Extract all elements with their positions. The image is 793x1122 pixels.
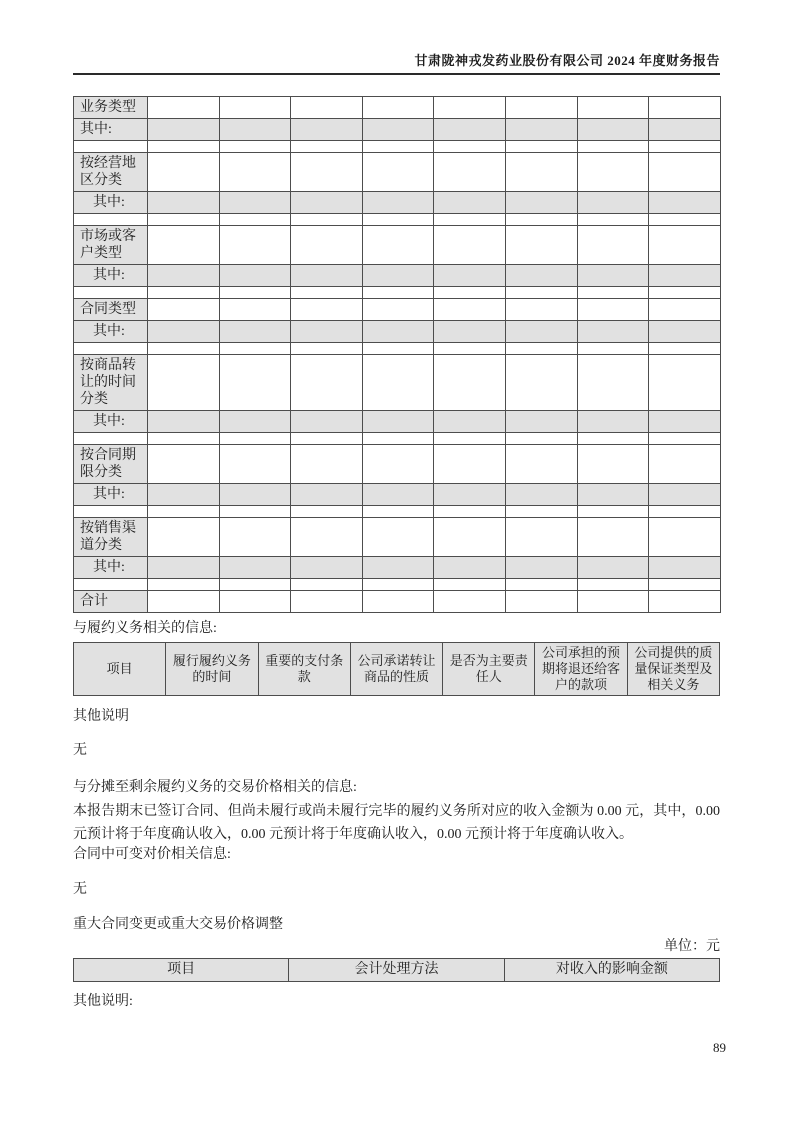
revenue-table-row — [74, 557, 721, 579]
revenue-cell — [577, 119, 649, 141]
revenue-cell — [649, 299, 721, 321]
revenue-cell — [434, 153, 506, 192]
revenue-cell — [219, 214, 291, 226]
revenue-cell — [505, 226, 577, 265]
revenue-row-label: 市场或客户类型 — [74, 226, 148, 265]
revenue-cell — [148, 579, 220, 591]
revenue-cell — [362, 411, 434, 433]
revenue-cell — [362, 343, 434, 355]
revenue-cell — [219, 433, 291, 445]
obligation-header-cell: 重要的支付条款 — [258, 643, 350, 696]
revenue-cell — [219, 141, 291, 153]
revenue-cell — [219, 484, 291, 506]
revenue-cell — [434, 97, 506, 119]
revenue-cell — [148, 355, 220, 411]
revenue-cell — [505, 214, 577, 226]
revenue-row-label — [74, 433, 148, 445]
revenue-cell — [577, 591, 649, 613]
revenue-cell — [505, 287, 577, 299]
revenue-cell — [291, 445, 363, 484]
revenue-cell — [148, 226, 220, 265]
revenue-cell — [362, 506, 434, 518]
obligation-header-cell: 是否为主要责任人 — [443, 643, 535, 696]
revenue-row-label — [74, 506, 148, 518]
revenue-cell — [362, 119, 434, 141]
revenue-cell — [291, 226, 363, 265]
revenue-cell — [649, 343, 721, 355]
revenue-row-label: 按合同期限分类 — [74, 445, 148, 484]
revenue-cell — [577, 506, 649, 518]
revenue-cell — [434, 518, 506, 557]
revenue-cell — [505, 506, 577, 518]
revenue-cell — [148, 119, 220, 141]
revenue-cell — [577, 411, 649, 433]
revenue-table-row — [74, 119, 721, 141]
revenue-table-row — [74, 299, 721, 321]
revenue-cell — [434, 141, 506, 153]
obligation-header-cell: 履行履约义务的时间 — [166, 643, 258, 696]
remaining-obligation-paragraph: 本报告期末已签订合同、但尚未履行或尚未履行完毕的履约义务所对应的收入金额为 0.00 元，其中，0.00 元预计将于年度确认收入，0.00 元预计将于年度确认收入，0.00 元预计将于年度确认收入。 — [73, 804, 720, 842]
revenue-cell — [148, 153, 220, 192]
revenue-row-label: 其中: — [74, 265, 148, 287]
revenue-cell — [148, 433, 220, 445]
revenue-cell — [148, 192, 220, 214]
revenue-cell — [362, 355, 434, 411]
revenue-cell — [362, 97, 434, 119]
revenue-table-row — [74, 433, 721, 445]
revenue-cell — [219, 343, 291, 355]
revenue-cell — [505, 321, 577, 343]
revenue-cell — [148, 214, 220, 226]
revenue-cell — [649, 287, 721, 299]
revenue-cell — [219, 321, 291, 343]
none-text-2: 无 — [73, 882, 87, 897]
revenue-table-row — [74, 343, 721, 355]
revenue-cell — [148, 141, 220, 153]
revenue-cell — [219, 411, 291, 433]
revenue-cell — [649, 214, 721, 226]
revenue-cell — [219, 591, 291, 613]
obligation-header-cell: 公司提供的质量保证类型及相关义务 — [627, 643, 719, 696]
revenue-cell — [291, 265, 363, 287]
revenue-cell — [577, 153, 649, 192]
revenue-cell — [148, 299, 220, 321]
revenue-cell — [291, 506, 363, 518]
revenue-cell — [291, 299, 363, 321]
revenue-cell — [434, 591, 506, 613]
revenue-cell — [649, 321, 721, 343]
revenue-cell — [148, 287, 220, 299]
revenue-cell — [577, 321, 649, 343]
revenue-cell — [219, 226, 291, 265]
revenue-cell — [505, 355, 577, 411]
revenue-cell — [148, 343, 220, 355]
revenue-table-row — [74, 141, 721, 153]
revenue-cell — [362, 518, 434, 557]
revenue-cell — [291, 321, 363, 343]
revenue-cell — [362, 321, 434, 343]
revenue-row-label: 其中: — [74, 557, 148, 579]
revenue-cell — [505, 557, 577, 579]
revenue-cell — [649, 506, 721, 518]
revenue-cell — [291, 579, 363, 591]
revenue-cell — [434, 411, 506, 433]
adjustment-header-cell: 项目 — [74, 959, 289, 982]
revenue-cell — [434, 484, 506, 506]
revenue-cell — [362, 557, 434, 579]
revenue-table-row — [74, 97, 721, 119]
revenue-cell — [505, 141, 577, 153]
revenue-cell — [362, 299, 434, 321]
revenue-cell — [148, 484, 220, 506]
revenue-table-row — [74, 355, 721, 411]
revenue-table-row — [74, 153, 721, 192]
revenue-cell — [649, 265, 721, 287]
revenue-cell — [219, 97, 291, 119]
revenue-cell — [291, 97, 363, 119]
revenue-row-label — [74, 141, 148, 153]
revenue-cell — [362, 484, 434, 506]
revenue-cell — [577, 192, 649, 214]
revenue-cell — [649, 97, 721, 119]
revenue-cell — [505, 484, 577, 506]
revenue-cell — [362, 214, 434, 226]
revenue-cell — [148, 557, 220, 579]
revenue-cell — [291, 141, 363, 153]
revenue-cell — [649, 141, 721, 153]
revenue-cell — [148, 411, 220, 433]
revenue-cell — [148, 518, 220, 557]
revenue-cell — [291, 287, 363, 299]
revenue-row-label: 其中: — [74, 411, 148, 433]
revenue-cell — [649, 119, 721, 141]
obligation-header-cell: 公司承担的预期将退还给客户的款项 — [535, 643, 627, 696]
revenue-row-label: 合同类型 — [74, 299, 148, 321]
revenue-cell — [649, 557, 721, 579]
revenue-cell — [577, 557, 649, 579]
revenue-cell — [148, 97, 220, 119]
revenue-cell — [219, 192, 291, 214]
revenue-cell — [434, 265, 506, 287]
revenue-row-label: 其中: — [74, 119, 148, 141]
other-note-label: 其他说明 — [73, 709, 129, 724]
revenue-cell — [505, 192, 577, 214]
revenue-classification-table — [73, 96, 721, 613]
revenue-cell — [291, 518, 363, 557]
revenue-cell — [362, 265, 434, 287]
revenue-row-label: 其中: — [74, 484, 148, 506]
revenue-cell — [291, 433, 363, 445]
revenue-cell — [505, 433, 577, 445]
revenue-cell — [362, 579, 434, 591]
revenue-table-row — [74, 214, 721, 226]
variable-consideration-title: 合同中可变对价相关信息: — [73, 847, 231, 862]
revenue-cell — [505, 119, 577, 141]
revenue-cell — [577, 265, 649, 287]
revenue-cell — [219, 518, 291, 557]
revenue-cell — [505, 97, 577, 119]
revenue-cell — [291, 119, 363, 141]
obligation-header-cell: 公司承诺转让商品的性质 — [350, 643, 442, 696]
revenue-cell — [434, 214, 506, 226]
revenue-cell — [291, 153, 363, 192]
revenue-cell — [577, 343, 649, 355]
revenue-cell — [219, 355, 291, 411]
revenue-cell — [505, 343, 577, 355]
adjustment-table — [73, 958, 720, 982]
revenue-cell — [291, 192, 363, 214]
revenue-table-row — [74, 321, 721, 343]
revenue-cell — [505, 411, 577, 433]
revenue-cell — [434, 287, 506, 299]
revenue-table-row — [74, 192, 721, 214]
revenue-cell — [577, 97, 649, 119]
revenue-table-row — [74, 579, 721, 591]
revenue-row-label — [74, 343, 148, 355]
revenue-cell — [649, 579, 721, 591]
revenue-cell — [362, 445, 434, 484]
revenue-cell — [577, 579, 649, 591]
page-number: 89 — [713, 1040, 726, 1055]
revenue-cell — [505, 518, 577, 557]
revenue-cell — [434, 119, 506, 141]
revenue-cell — [577, 484, 649, 506]
revenue-cell — [362, 192, 434, 214]
revenue-cell — [219, 153, 291, 192]
revenue-cell — [505, 591, 577, 613]
revenue-row-label: 按商品转让的时间分类 — [74, 355, 148, 411]
revenue-row-label: 业务类型 — [74, 97, 148, 119]
revenue-table-row — [74, 287, 721, 299]
revenue-cell — [148, 591, 220, 613]
revenue-cell — [148, 506, 220, 518]
revenue-cell — [362, 153, 434, 192]
revenue-cell — [434, 355, 506, 411]
revenue-cell — [291, 557, 363, 579]
revenue-table-row — [74, 506, 721, 518]
revenue-cell — [434, 433, 506, 445]
obligation-header-row — [74, 643, 720, 696]
obligation-table — [73, 642, 720, 696]
revenue-cell — [649, 153, 721, 192]
revenue-row-label: 其中: — [74, 192, 148, 214]
revenue-cell — [434, 299, 506, 321]
revenue-cell — [219, 265, 291, 287]
revenue-table-body — [74, 97, 721, 613]
revenue-cell — [577, 299, 649, 321]
revenue-cell — [434, 321, 506, 343]
revenue-cell — [362, 141, 434, 153]
revenue-cell — [291, 214, 363, 226]
document-header-title: 甘肃陇神戎发药业股份有限公司 2024 年度财务报告 — [73, 53, 720, 75]
adjustment-header-cell: 对收入的影响金额 — [504, 959, 719, 982]
revenue-cell — [148, 445, 220, 484]
revenue-table-row — [74, 518, 721, 557]
revenue-cell — [649, 484, 721, 506]
revenue-row-label: 合计 — [74, 591, 148, 613]
major-adjustment-title: 重大合同变更或重大交易价格调整 — [73, 917, 283, 932]
revenue-cell — [291, 591, 363, 613]
revenue-cell — [362, 226, 434, 265]
adjustment-header-cell: 会计处理方法 — [289, 959, 504, 982]
revenue-row-label: 其中: — [74, 321, 148, 343]
revenue-cell — [362, 591, 434, 613]
revenue-cell — [362, 287, 434, 299]
revenue-row-label — [74, 579, 148, 591]
revenue-cell — [649, 445, 721, 484]
revenue-cell — [649, 226, 721, 265]
revenue-cell — [649, 433, 721, 445]
revenue-cell — [649, 355, 721, 411]
revenue-cell — [577, 141, 649, 153]
revenue-cell — [148, 265, 220, 287]
revenue-cell — [291, 355, 363, 411]
revenue-row-label — [74, 214, 148, 226]
remaining-obligation-title: 与分摊至剩余履约义务的交易价格相关的信息: — [73, 780, 357, 795]
revenue-cell — [577, 433, 649, 445]
revenue-cell — [434, 445, 506, 484]
revenue-cell — [362, 433, 434, 445]
revenue-cell — [148, 321, 220, 343]
revenue-cell — [577, 214, 649, 226]
revenue-cell — [219, 557, 291, 579]
none-text-1: 无 — [73, 743, 87, 758]
unit-label: 单位：元 — [664, 939, 720, 954]
revenue-cell — [649, 591, 721, 613]
revenue-cell — [505, 265, 577, 287]
revenue-cell — [649, 192, 721, 214]
revenue-cell — [505, 579, 577, 591]
revenue-cell — [577, 518, 649, 557]
revenue-row-label: 按经营地区分类 — [74, 153, 148, 192]
revenue-cell — [577, 287, 649, 299]
revenue-cell — [219, 299, 291, 321]
revenue-table-row — [74, 411, 721, 433]
revenue-cell — [434, 557, 506, 579]
revenue-cell — [434, 579, 506, 591]
revenue-table-row — [74, 484, 721, 506]
revenue-cell — [649, 411, 721, 433]
revenue-cell — [219, 445, 291, 484]
revenue-cell — [577, 445, 649, 484]
revenue-cell — [291, 484, 363, 506]
revenue-cell — [505, 299, 577, 321]
revenue-cell — [219, 119, 291, 141]
revenue-cell — [505, 153, 577, 192]
revenue-table-row — [74, 445, 721, 484]
other-note-label-2: 其他说明: — [73, 994, 133, 1009]
revenue-cell — [434, 506, 506, 518]
revenue-cell — [649, 518, 721, 557]
revenue-cell — [434, 343, 506, 355]
adjustment-header-row — [74, 959, 720, 982]
revenue-cell — [505, 445, 577, 484]
revenue-cell — [291, 411, 363, 433]
revenue-table-row — [74, 226, 721, 265]
obligation-section-title: 与履约义务相关的信息: — [73, 621, 217, 636]
revenue-table-row — [74, 591, 721, 613]
revenue-cell — [577, 355, 649, 411]
revenue-cell — [219, 579, 291, 591]
revenue-cell — [219, 506, 291, 518]
revenue-cell — [577, 226, 649, 265]
revenue-row-label — [74, 287, 148, 299]
revenue-cell — [219, 287, 291, 299]
revenue-cell — [291, 343, 363, 355]
revenue-cell — [434, 226, 506, 265]
obligation-header-cell: 项目 — [74, 643, 166, 696]
revenue-table-row — [74, 265, 721, 287]
revenue-row-label: 按销售渠道分类 — [74, 518, 148, 557]
revenue-cell — [434, 192, 506, 214]
